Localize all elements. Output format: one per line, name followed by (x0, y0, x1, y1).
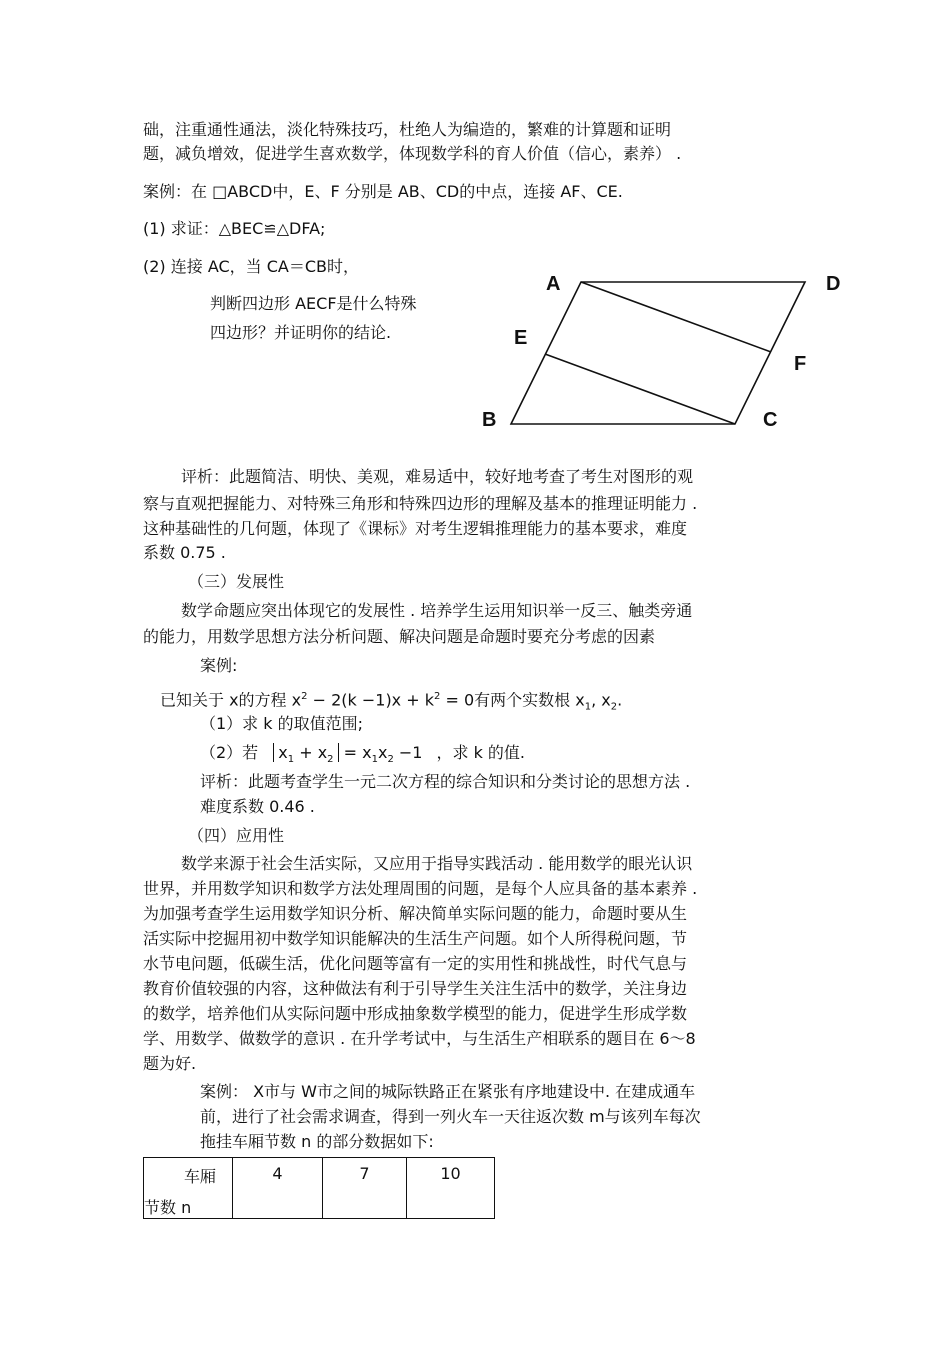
case-heading: 案例：在 □ABCD中，E、F 分别是 AB、CD的中点，连接 AF、CE. (143, 182, 623, 201)
application-line: 数学来源于社会生活实际，又应用于指导实践活动 . 能用数学的眼光认识 (181, 854, 693, 873)
application-line: 教育价值较强的内容，这种做法有利于引导学生关注生活中的数学，关注身边 (143, 979, 688, 998)
point-label-f: F (794, 353, 807, 375)
header-text-part2: 节数 n (144, 1198, 192, 1217)
case-line: 拖挂车厢节数 n 的部分数据如下: (200, 1132, 434, 1151)
application-line: 学、用数学、做数学的意识 . 在升学考试中，与生活生产相联系的题目在 6～8 (143, 1029, 696, 1048)
text-line: 题，减负增效，促进学生喜欢数学，体现数学科的育人价值（信心，素养） . (143, 144, 682, 163)
case-line: 案例： X市与 W市之间的城际铁路正在紧张有序地建设中. 在建成通车 (200, 1082, 696, 1101)
segment-af (581, 282, 771, 352)
section-heading-application: （四）应用性 (188, 826, 285, 845)
vertex-label-b: B (482, 409, 497, 431)
evaluation-line: 评析：此题考查学生一元二次方程的综合知识和分类讨论的思想方法 . (200, 772, 691, 791)
application-line: 水节电问题，低碳生活，优化问题等富有一定的实用性和挑战性，时代气息与 (143, 954, 688, 973)
equation-middle: − 2(k −1)x + k (307, 690, 434, 710)
cell-value: 4 (272, 1164, 283, 1183)
parallelogram-abcd (511, 282, 805, 424)
cell-value: 7 (359, 1164, 370, 1183)
parallelogram-lines (511, 282, 805, 424)
point-label-e: E (514, 327, 528, 349)
question-2-line-2: 判断四边形 AECF是什么特殊 (210, 294, 417, 313)
equation-exponent: 2 (434, 691, 441, 702)
equation-subscript: 2 (610, 701, 618, 713)
question-1: (1) 求证：△BEC≌△DFA; (143, 219, 326, 238)
header-text-part1: 车厢 (183, 1167, 216, 1186)
equation-roots: = 0有两个实数根 x (440, 690, 585, 710)
application-line: 活实际中挖掘用初中数学知识能解决的生活生产问题。如个人所得税问题，节 (143, 929, 688, 948)
question-2-line-3: 四边形？并证明你的结论. (210, 323, 392, 342)
evaluation-line: 评析：此题简洁、明快、美观，难易适中，较好地考查了考生对图形的观 (181, 467, 694, 486)
table-cell (323, 1158, 407, 1219)
equation-rhs: = x (338, 743, 372, 762)
application-line: 题为好. (143, 1054, 197, 1073)
evaluation-line: 察与直观把握能力、对特殊三角形和特殊四边形的理解及基本的推理证明能力 . (143, 494, 698, 513)
case-label: 案例: (200, 656, 238, 675)
evaluation-line: 难度系数 0.46 . (200, 797, 315, 816)
segment-ec (545, 354, 735, 424)
evaluation-line: 系数 0.75 . (143, 543, 226, 562)
question-4-suffix: ，求 k 的值. (436, 743, 526, 762)
table-row (144, 1158, 495, 1219)
vertex-label-c: C (763, 409, 778, 431)
vertex-label-d: D (826, 273, 841, 295)
equation-prefix: 已知关于 x的方程 x (160, 690, 302, 710)
vertex-label-a: A (546, 273, 561, 295)
application-line: 世界，并用数学知识和数学方法处理周围的问题，是每个人应具备的基本素养 . (143, 879, 698, 898)
absolute-value: $x_1 + x_2$ (273, 743, 338, 762)
section-heading-development: （三）发展性 (188, 572, 285, 591)
equation-subscript: 1 (584, 701, 592, 713)
question-2: (2) 连接 AC，当 CA＝CB时， (143, 257, 360, 276)
text-line: 础，注重通性通法，淡化特殊技巧，杜绝人为编造的，繁难的计算题和证明 (143, 120, 672, 139)
equation-separator: , x (591, 690, 611, 710)
development-line: 数学命题应突出体现它的发展性 . 培养学生运用知识举一反三、触类旁通 (181, 601, 693, 620)
data-table (143, 1157, 495, 1219)
question-4-prefix: （2）若 (200, 743, 259, 762)
question-3: （1）求 k 的取值范围; (200, 714, 364, 733)
application-line: 为加强考查学生运用数学知识分析、解决简单实际问题的能力，命题时要从生 (143, 904, 688, 923)
table-cell (233, 1158, 323, 1219)
application-line: 的数学，培养他们从实际问题中形成抽象数学模型的能力，促进学生形成学数 (143, 1004, 688, 1023)
parallelogram-figure (470, 262, 860, 442)
equation-end: . (617, 690, 623, 710)
table-header-cell (144, 1158, 233, 1219)
table-cell (407, 1158, 495, 1219)
cell-value: 10 (440, 1164, 461, 1183)
evaluation-line: 这种基础性的几何题，体现了《课标》对考生逻辑推理能力的基本要求，难度 (143, 519, 688, 538)
development-line: 的能力，用数学思想方法分析问题、解决问题是命题时要充分考虑的因素 (143, 627, 656, 646)
question-4: （2）若 $x_1 + x_2 = x_1x_2 -1$ ，求 k 的值. (200, 743, 526, 766)
equation-exponent: 2 (301, 691, 308, 702)
case-line: 前，进行了社会需求调查，得到一列火车一天往返次数 m与该列车每次 (200, 1107, 701, 1126)
